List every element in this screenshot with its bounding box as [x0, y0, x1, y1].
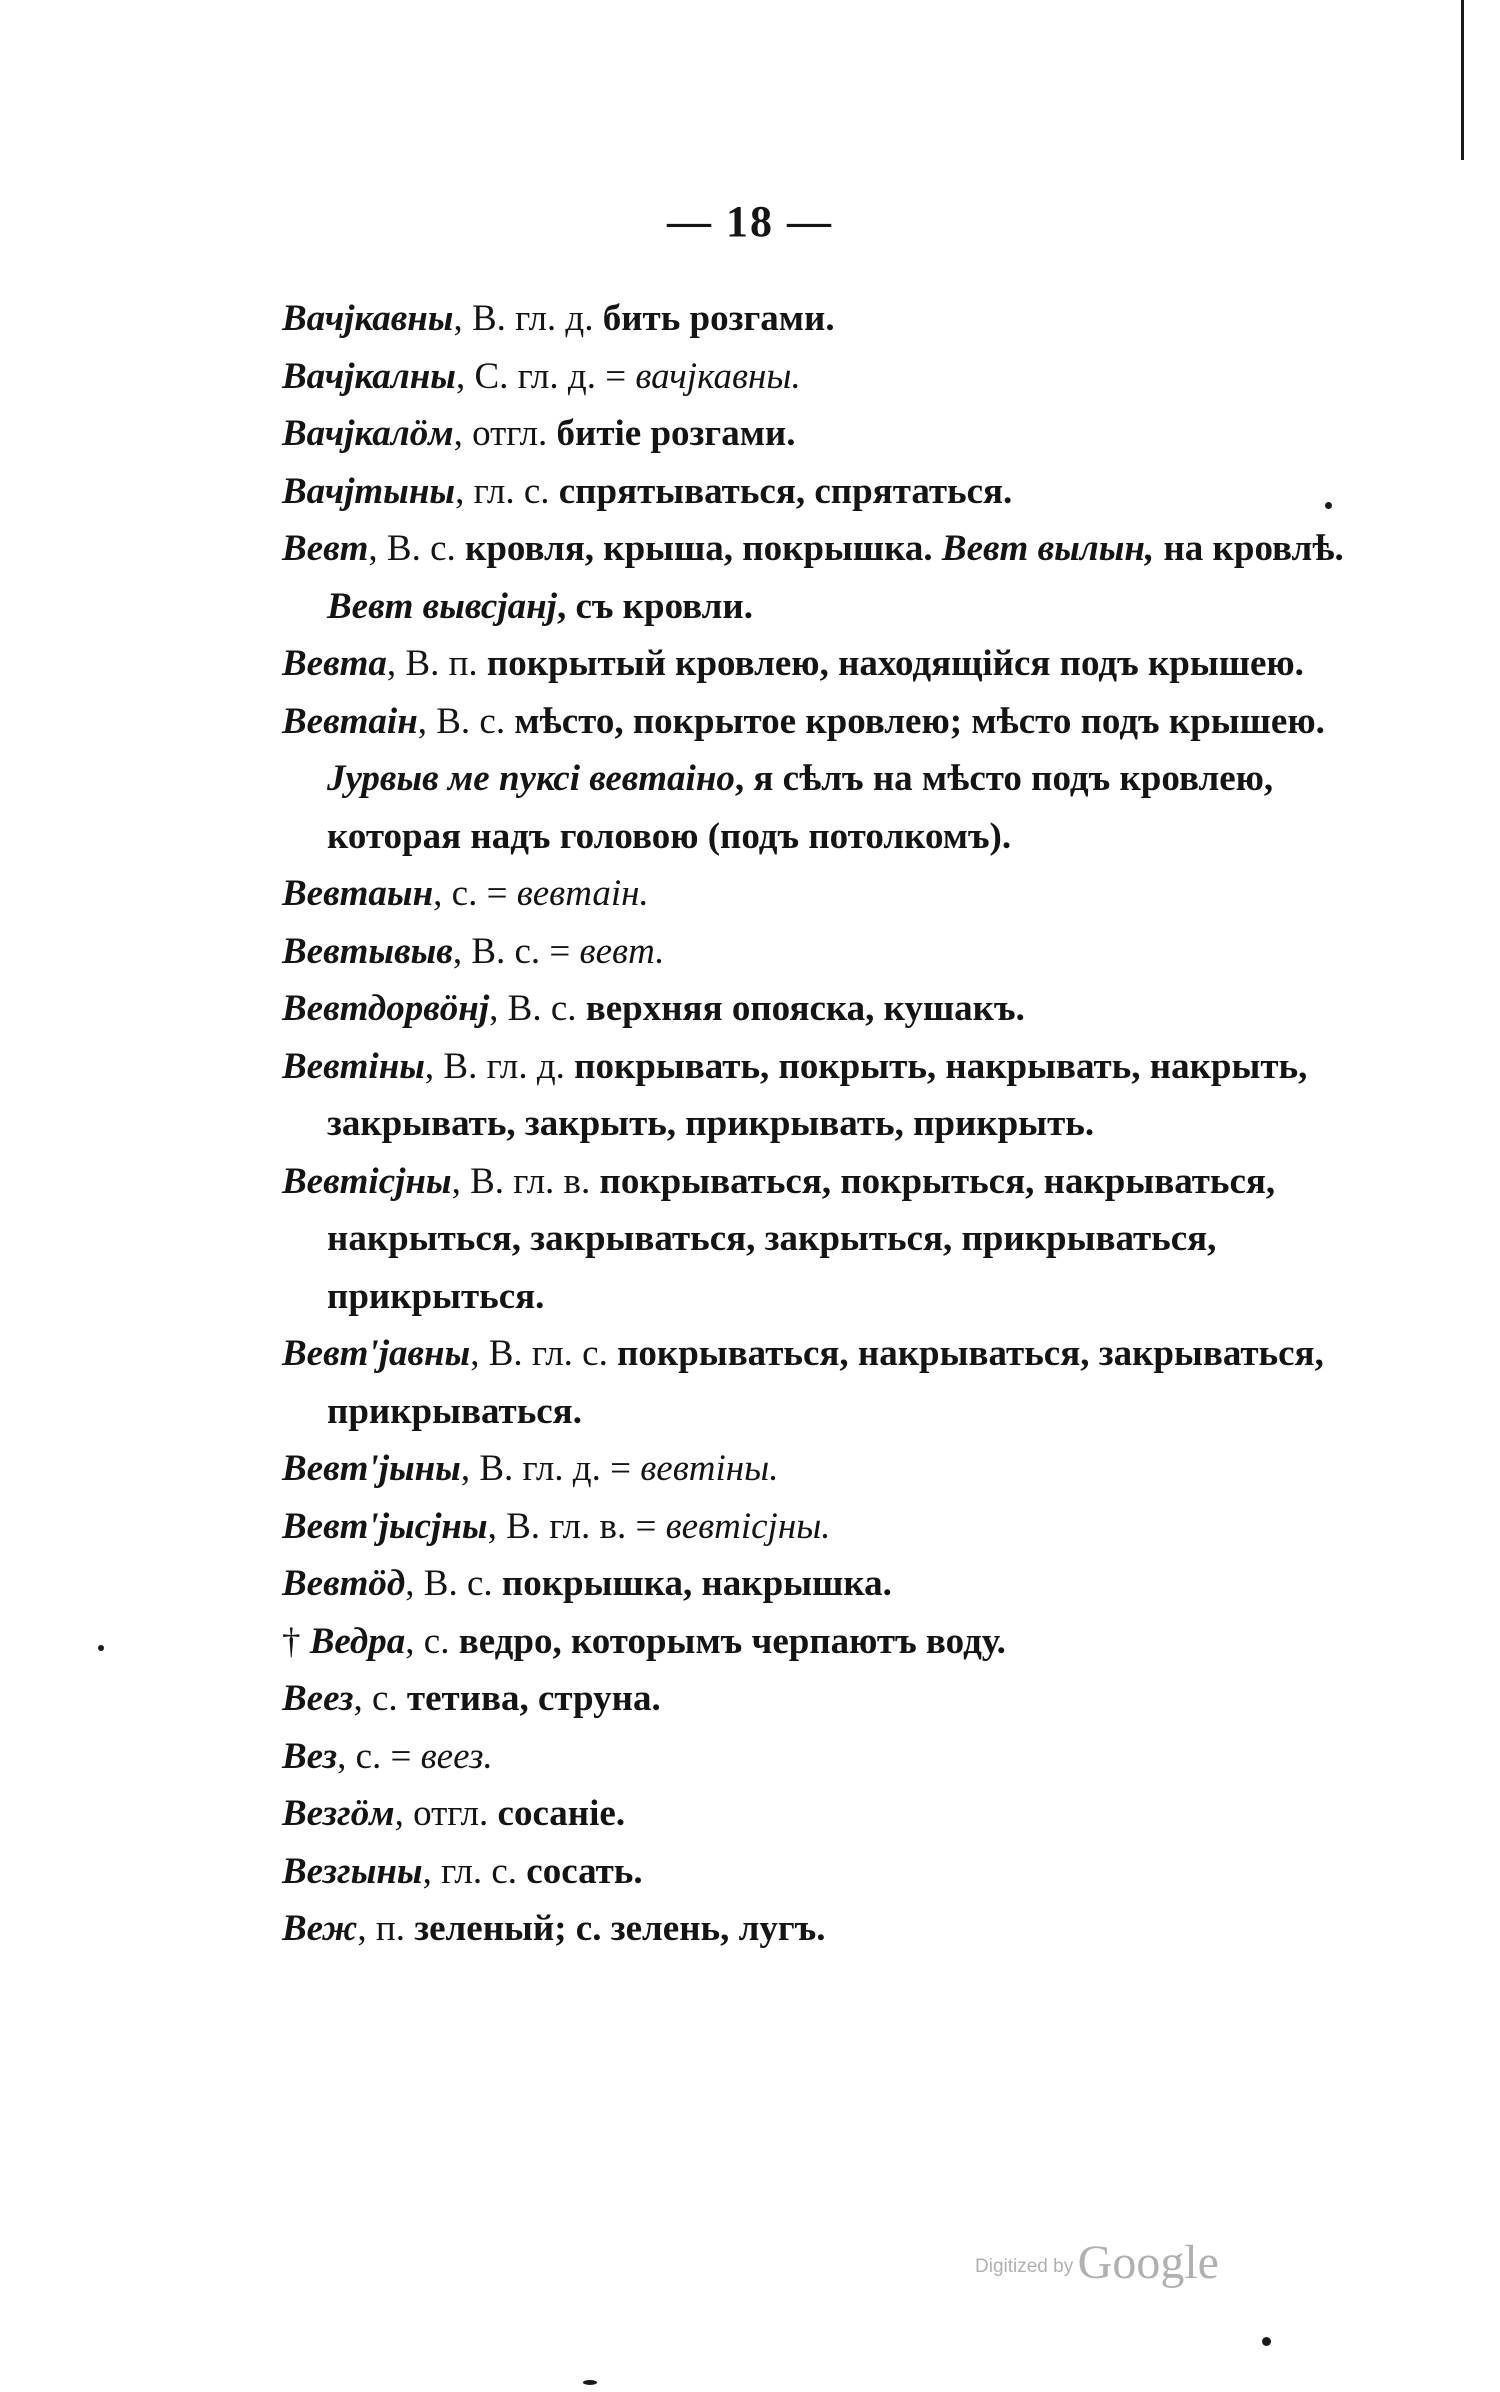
- headword: Вез: [282, 1735, 338, 1777]
- grammar-note: , гл. с.: [455, 470, 550, 512]
- dictionary-entry: [282, 1038, 1382, 1153]
- grammar-note: , В. гл. д.: [424, 1045, 565, 1087]
- headword: Вачјтыны: [282, 470, 456, 512]
- dictionary-entry: [282, 1670, 1382, 1728]
- headword: Вевтӧд: [282, 1563, 406, 1604]
- definition: покрываться, покрыться, накрываться, накрыться, закрываться, закрыться, прикрываться, прикрыться.: [327, 1160, 1276, 1317]
- dictionary-entry: [282, 1153, 1382, 1326]
- grammar-note: , В. гл. д.: [453, 298, 594, 339]
- definition: спрятываться, спрятаться.: [549, 470, 1013, 512]
- grammar-note: , В. с.: [417, 700, 506, 742]
- grammar-note: , В. гл. с.: [470, 1333, 608, 1374]
- entry-prefix: †: [282, 1620, 310, 1662]
- definition: сосаніе.: [488, 1793, 626, 1834]
- dictionary-entry: [282, 520, 1382, 635]
- dictionary-entry: [282, 635, 1382, 693]
- digitized-watermark: [975, 2235, 1219, 2290]
- dictionary-entry: [282, 1555, 1382, 1613]
- headword: Вевтаын: [282, 873, 434, 914]
- definition: тетива, струна.: [397, 1678, 661, 1719]
- definition: покрышка, накрышка.: [492, 1563, 892, 1604]
- headword: Вевт'јысјны: [282, 1505, 488, 1547]
- cross-reference: вачјкавны.: [626, 355, 801, 397]
- headword: Везгыны: [282, 1850, 423, 1892]
- ink-speck: [583, 2380, 597, 2385]
- definition: покрытый кровлею, находящійся подъ крышею.: [477, 643, 1304, 684]
- dictionary-entry: [282, 290, 1382, 348]
- grammar-note: , В. с.: [405, 1563, 493, 1604]
- cross-reference: вевтаін.: [507, 873, 649, 914]
- definition: сосать.: [517, 1850, 643, 1892]
- dictionary-entries: [282, 290, 1382, 1958]
- grammar-note: , с.: [405, 1620, 450, 1662]
- dictionary-entry: [282, 980, 1382, 1038]
- grammar-note: , В. гл. в.: [451, 1160, 591, 1202]
- headword: Ведра: [309, 1620, 406, 1662]
- grammar-note: , В. с.: [368, 528, 456, 569]
- definition: кровля, крыша, покрышка.: [455, 528, 933, 569]
- ink-speck: [1262, 2337, 1271, 2346]
- grammar-note: , В. п.: [386, 643, 478, 684]
- headword: Вевтіны: [282, 1045, 425, 1087]
- example: Вевт вывсјанј: [327, 585, 557, 627]
- dictionary-entry: [282, 693, 1382, 866]
- headword: Веез: [282, 1678, 354, 1719]
- dictionary-entry: [282, 1843, 1382, 1901]
- definition: бить розгами.: [593, 298, 835, 339]
- cross-reference: веез.: [411, 1735, 493, 1777]
- headword: Вевтдорвӧнј: [282, 988, 490, 1029]
- ink-speck: [1325, 502, 1332, 509]
- headword: Вачјкалны: [282, 355, 456, 397]
- dictionary-entry: [282, 1498, 1382, 1556]
- definition: зеленый; с. зелень, лугъ.: [404, 1908, 826, 1949]
- definition: верхняя опояска, кушакъ.: [576, 988, 1025, 1029]
- dictionary-entry: [282, 1613, 1382, 1671]
- cross-reference: вевт.: [570, 930, 665, 972]
- headword: Вевт: [282, 528, 369, 569]
- grammar-note: , В. гл. д. =: [460, 1448, 631, 1489]
- cross-reference: вевтіны.: [631, 1448, 779, 1489]
- grammar-note: , п.: [357, 1908, 405, 1949]
- grammar-note: , В. с.: [489, 988, 577, 1029]
- definition: , съ кровли.: [556, 585, 753, 627]
- watermark-prefix: Digitized by: [975, 2256, 1074, 2277]
- definition: , я сѣлъ на мѣсто подъ кровлею, которая надъ головою (подъ потолкомъ).: [327, 758, 1274, 857]
- headword: Веж: [282, 1908, 358, 1949]
- ink-speck: [98, 1645, 104, 1651]
- grammar-note: , В. гл. в. =: [487, 1505, 657, 1547]
- example: Вевт вылын,: [932, 528, 1155, 569]
- grammar-note: , с.: [353, 1678, 398, 1719]
- headword: Вевт'јавны: [282, 1333, 471, 1374]
- definition: покрываться, накрываться, закрываться, прикрываться.: [327, 1333, 1324, 1432]
- headword: Везгӧм: [282, 1793, 395, 1834]
- dictionary-entry: [282, 1900, 1382, 1958]
- dictionary-entry: [282, 923, 1382, 981]
- dictionary-entry: [282, 348, 1382, 406]
- dictionary-entry: [282, 1325, 1382, 1440]
- example: Јурвыв ме пуксі вевтаіно: [327, 758, 735, 799]
- dictionary-entry: [282, 1440, 1382, 1498]
- headword: Вачјкавны: [282, 298, 454, 339]
- headword: Вевтісјны: [282, 1160, 452, 1202]
- headword: Вевт'јыны: [282, 1448, 461, 1489]
- headword: Вевтывыв: [282, 930, 453, 972]
- headword: Вевта: [282, 643, 387, 684]
- grammar-note: , отгл.: [453, 413, 548, 454]
- dictionary-entry: [282, 1785, 1382, 1843]
- dictionary-entry: [282, 1728, 1382, 1786]
- headword: Вачјкалӧм: [282, 413, 454, 454]
- grammar-note: , отгл.: [394, 1793, 489, 1834]
- dictionary-entry: [282, 463, 1382, 521]
- dictionary-entry: [282, 865, 1382, 923]
- definition: покрывать, покрыть, накрывать, накрыть, закрывать, закрыть, прикрывать, прикрыть.: [327, 1045, 1308, 1144]
- google-logo: Google: [1077, 2236, 1219, 2289]
- grammar-note: , В. с. =: [452, 930, 571, 972]
- dictionary-entry: [282, 405, 1382, 463]
- grammar-note: , гл. с.: [422, 1850, 518, 1892]
- grammar-note: , С. гл. д. =: [455, 355, 627, 397]
- definition: битіе розгами.: [547, 413, 796, 454]
- page-edge-line: [1461, 0, 1464, 160]
- definition: ведро, которымъ черпаютъ воду.: [449, 1620, 1006, 1662]
- headword: Вевтаін: [282, 700, 418, 742]
- definition: мѣсто, покрытое кровлею; мѣсто подъ крышею.: [505, 700, 1325, 742]
- grammar-note: , с. =: [433, 873, 508, 914]
- cross-reference: вевтісјны.: [656, 1505, 831, 1547]
- page-number: — 18 —: [667, 197, 833, 246]
- grammar-note: , с. =: [337, 1735, 412, 1777]
- definition: на кровлѣ.: [1154, 528, 1344, 569]
